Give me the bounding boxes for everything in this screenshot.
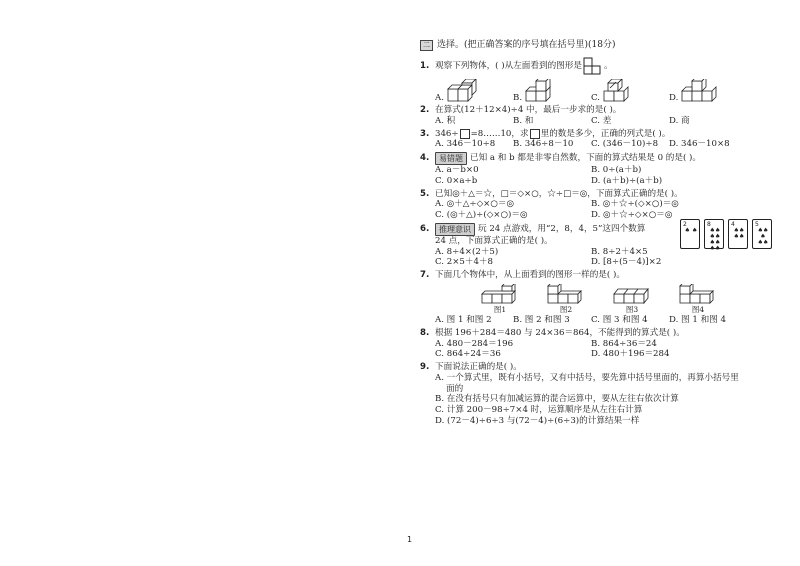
playing-card-4: 4 ♠♠ ♠♠ bbox=[728, 219, 748, 249]
question-1 bbox=[420, 57, 778, 103]
spade-icon: ♠♠ ♠♠ ♠♠ ♠♠ bbox=[709, 226, 721, 252]
playing-card-8: 8 ♠♠ ♠♠ ♠♠ ♠♠ bbox=[704, 219, 724, 249]
question-number: 5. bbox=[420, 188, 430, 199]
option-d[interactable]: D. 图 1 和图 4 bbox=[669, 315, 726, 326]
figure-caption: 图4 bbox=[691, 304, 705, 314]
option-c[interactable]: C. 差 bbox=[591, 115, 612, 126]
question-text-end: 里的数是多少，正确的列式是( )。 bbox=[540, 128, 671, 139]
question-number: 4. bbox=[420, 153, 430, 164]
question-text: 观察下列物体，( )从左面看到的图形是 bbox=[435, 60, 582, 71]
question-4 bbox=[420, 152, 778, 186]
figure-caption: 图1 bbox=[493, 304, 507, 314]
question-number: 6. bbox=[420, 223, 430, 234]
option-b[interactable]: B. bbox=[513, 79, 591, 103]
option-d[interactable]: D. (72－4)÷6÷3 与(72－4)÷(6÷3)的计算结果一样 bbox=[435, 415, 640, 426]
cube-stack-c-icon bbox=[602, 79, 632, 103]
option-c[interactable]: C. 计算 200－98÷7×4 时，运算顺序是从左往右计算 bbox=[435, 405, 643, 416]
option-b[interactable]: B. 在没有括号只有加减运算的混合运算中，要从左往右依次计算 bbox=[435, 394, 679, 405]
question-number: 3. bbox=[420, 128, 430, 139]
figure-3 bbox=[612, 284, 652, 314]
question-8 bbox=[420, 328, 778, 360]
options bbox=[420, 349, 778, 360]
cube-figure-1-icon bbox=[480, 284, 520, 304]
spade-icon: ♠♠ ♠ ♠♠ bbox=[757, 226, 769, 246]
section-number-badge: 二 bbox=[420, 40, 433, 51]
section-header bbox=[420, 40, 778, 51]
option-b[interactable]: B. ◎＋☆÷(◇×○)＝◎ bbox=[591, 199, 679, 210]
question-text-end: 。 bbox=[603, 60, 613, 71]
question-text: 下面几个物体中，从上面看到的图形一样的是( )。 bbox=[435, 270, 625, 281]
question-text: 346÷ bbox=[435, 128, 459, 139]
option-a[interactable]: A. 480－284＝196 bbox=[435, 338, 514, 349]
question-text-mid: =8……10，求 bbox=[470, 128, 529, 139]
option-a[interactable]: A. bbox=[435, 79, 513, 103]
figure-1 bbox=[480, 284, 520, 314]
cube-stack-d-icon bbox=[680, 79, 726, 103]
option-d[interactable]: D. 480＋196＝284 bbox=[591, 349, 670, 360]
option-d[interactable]: D. 商 bbox=[669, 115, 690, 126]
figure-caption: 图2 bbox=[559, 304, 573, 314]
option-a[interactable]: A. 一个算式里，既有小括号，又有中括号，要先算中括号里面的，再算小括号里 bbox=[435, 372, 739, 383]
option-d[interactable]: D. 346－10×8 bbox=[669, 139, 730, 150]
question-text: 已知 a 和 b 都是非零自然数，下面的算式结果是 0 的是( )。 bbox=[470, 153, 701, 164]
question-number: 7. bbox=[420, 270, 430, 281]
option-a[interactable]: A. 346－10÷8 bbox=[435, 139, 496, 150]
blank-box-icon bbox=[460, 129, 470, 139]
options bbox=[420, 199, 778, 210]
cube-figure-3-icon bbox=[612, 284, 652, 304]
options bbox=[420, 315, 778, 326]
option-c[interactable]: C. 0×a÷b bbox=[435, 175, 478, 186]
option-c[interactable]: C. 864÷24＝36 bbox=[435, 349, 501, 360]
option-b[interactable]: B. 864÷36＝24 bbox=[591, 338, 657, 349]
option-d[interactable]: D. ◎＋☆÷◇×○＝◎ bbox=[591, 210, 673, 221]
question-section bbox=[420, 40, 778, 429]
options bbox=[420, 165, 778, 176]
section-title: 选择。(把正确答案的序号填在括号里)(18分) bbox=[437, 40, 616, 50]
question-5 bbox=[420, 189, 778, 221]
option-b[interactable]: B. 8÷2＋4×5 bbox=[591, 246, 648, 257]
question-6 bbox=[420, 220, 778, 268]
question-7 bbox=[420, 270, 778, 326]
left-view-shape-icon bbox=[583, 57, 603, 75]
option-a-cont: 面的 bbox=[446, 383, 464, 394]
question-text: 下面说法正确的是( )。 bbox=[435, 362, 522, 373]
options bbox=[420, 257, 778, 268]
option-a[interactable]: A. 图 1 和图 2 bbox=[435, 315, 492, 326]
cube-figure-2-icon bbox=[546, 284, 586, 304]
option-a[interactable]: A. 8÷4×(2＋5) bbox=[435, 246, 499, 257]
option-a[interactable]: A. 积 bbox=[435, 115, 456, 126]
option-c[interactable]: C. (◎＋△)÷(◇×○)＝◎ bbox=[435, 210, 528, 221]
question-text: 根据 196＋284＝480 与 24×36＝864，不能得到的算式是( )。 bbox=[435, 327, 685, 338]
options bbox=[420, 339, 778, 350]
option-c[interactable]: C. 2×5＋4＋8 bbox=[435, 257, 493, 268]
figure-4 bbox=[678, 284, 718, 314]
playing-card-2: 2 ♠ ♠ bbox=[680, 219, 700, 249]
option-b[interactable]: B. 0÷(a＋b) bbox=[591, 165, 642, 176]
tip-tag: 推理意识 bbox=[435, 223, 475, 236]
cube-stack-a-icon bbox=[446, 79, 482, 103]
options bbox=[420, 176, 778, 187]
question-number: 9. bbox=[420, 362, 430, 373]
figure-caption: 图3 bbox=[625, 304, 639, 314]
options bbox=[420, 75, 778, 103]
question-9 bbox=[420, 362, 778, 426]
question-number: 8. bbox=[420, 327, 430, 338]
figure-2 bbox=[546, 284, 586, 314]
question-2 bbox=[420, 105, 778, 126]
option-a[interactable]: A. ◎＋△÷◇×○＝◎ bbox=[435, 199, 514, 210]
option-d[interactable]: D. [8÷(5－4)]×2 bbox=[591, 257, 662, 268]
option-d[interactable]: D. bbox=[669, 79, 747, 103]
option-b[interactable]: B. 346÷8－10 bbox=[513, 139, 574, 150]
option-c[interactable]: C. 图 3 和图 4 bbox=[591, 315, 648, 326]
option-a[interactable]: A. a－b×0 bbox=[435, 165, 479, 176]
question-number: 2. bbox=[420, 105, 430, 116]
page-number: 1 bbox=[407, 535, 413, 544]
playing-cards bbox=[680, 219, 772, 252]
spade-icon: ♠ ♠ bbox=[684, 226, 698, 234]
question-number: 1. bbox=[420, 60, 430, 71]
options bbox=[420, 116, 778, 127]
question-text: 在算式(12＋12×4)÷4 中，最后一步求的是( )。 bbox=[435, 105, 622, 116]
question-3 bbox=[420, 129, 778, 150]
option-c[interactable]: C. (346－10)÷8 bbox=[591, 139, 659, 150]
cube-figure-4-icon bbox=[678, 284, 718, 304]
cube-stack-b-icon bbox=[524, 79, 560, 103]
playing-card-5: 5 ♠♠ ♠ ♠♠ bbox=[752, 219, 772, 249]
option-c[interactable]: C. bbox=[591, 79, 669, 103]
question-text: 玩 24 点游戏，用“2，8，4，5”这四个数算 bbox=[478, 223, 646, 234]
question-text: 已知◎＋△＝☆，□＝◇×○，☆÷□＝◎，下面算式正确的是( )。 bbox=[435, 188, 683, 199]
figure-row bbox=[420, 284, 778, 314]
options bbox=[420, 139, 778, 150]
tip-tag: 易错题 bbox=[435, 152, 467, 165]
question-text-cont: 24 点，下面算式正确的是( )。 bbox=[435, 235, 553, 246]
option-b[interactable]: B. 和 bbox=[513, 115, 534, 126]
option-d[interactable]: D. (a＋b)÷(a＋b) bbox=[591, 175, 663, 186]
spade-icon: ♠♠ ♠♠ bbox=[733, 226, 745, 240]
blank-box-icon bbox=[530, 129, 540, 139]
option-b[interactable]: B. 图 2 和图 3 bbox=[513, 315, 570, 326]
